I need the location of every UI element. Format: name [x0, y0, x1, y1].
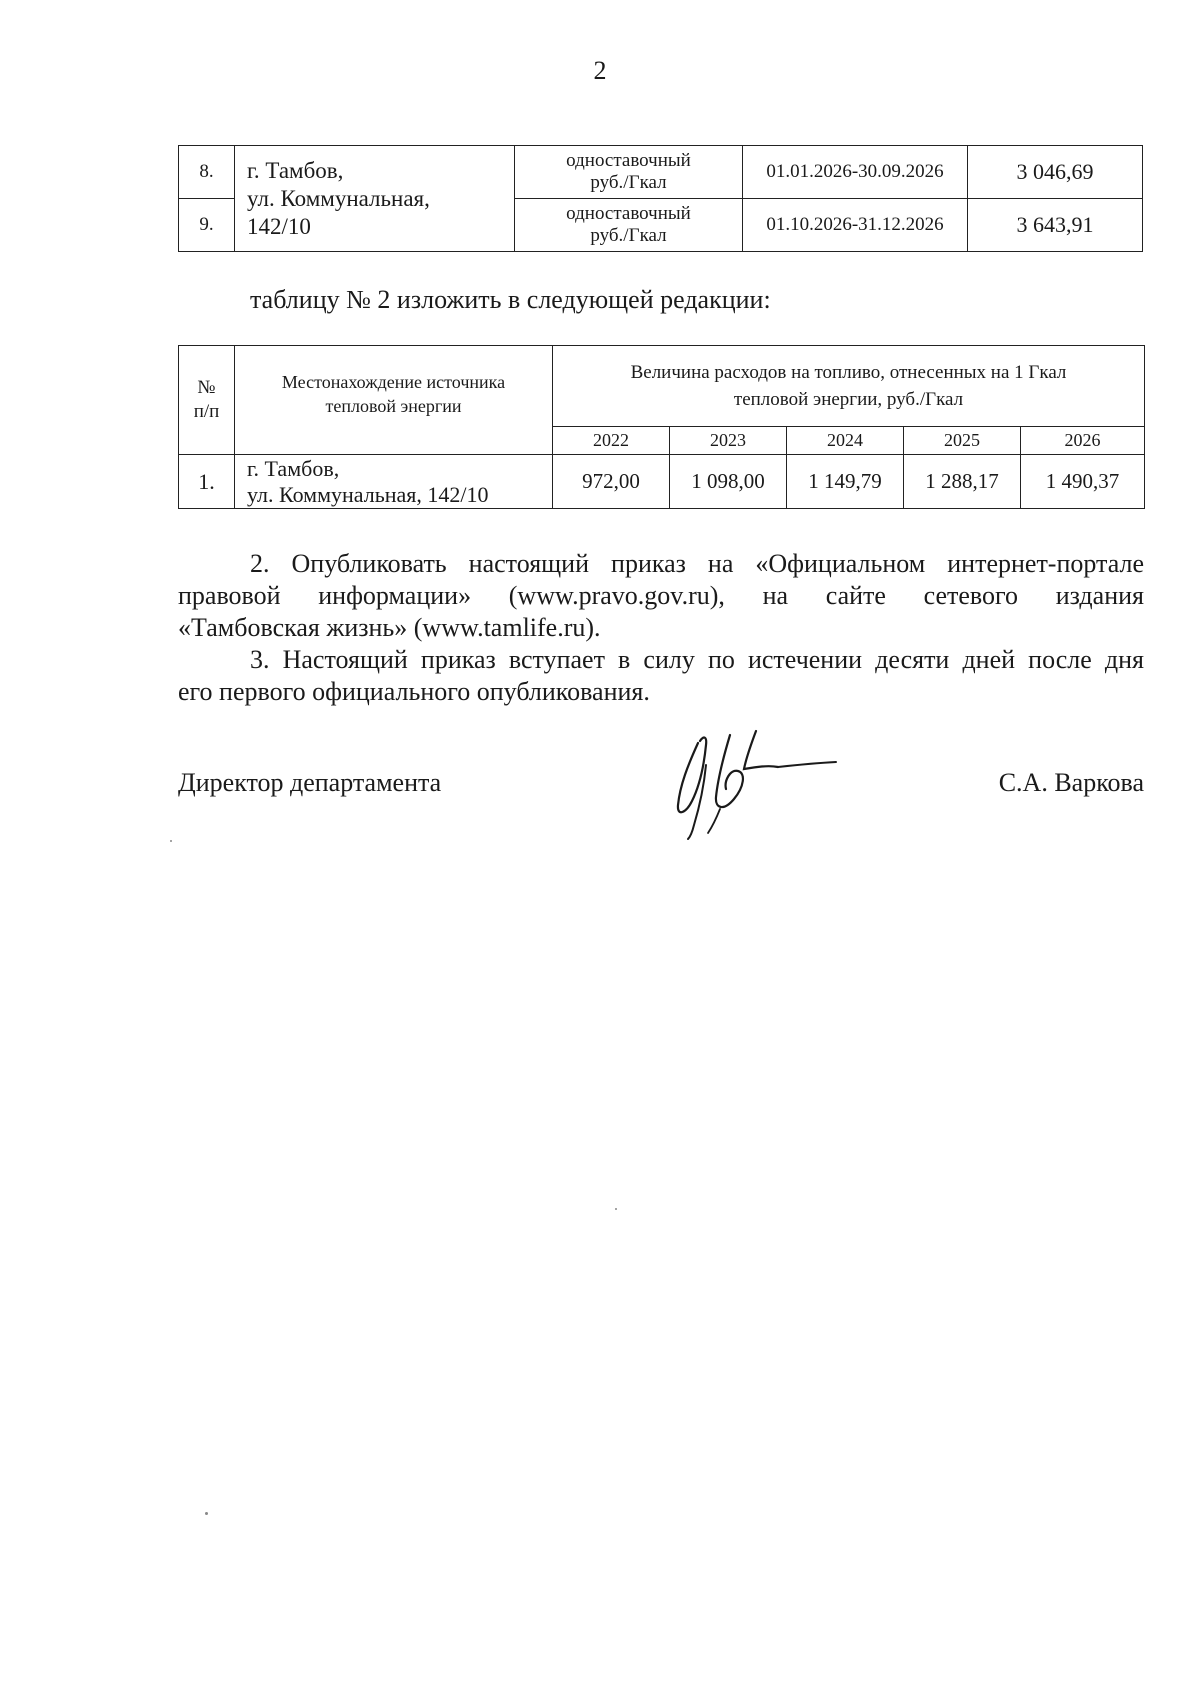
- row-number: 9.: [179, 199, 235, 252]
- year-header: 2026: [1021, 427, 1145, 455]
- tariff-type: одноставочный: [566, 150, 691, 171]
- tariff-table: [178, 145, 1143, 252]
- period-cell: 01.01.2026-30.09.2026: [743, 146, 968, 199]
- scan-speck: [615, 1208, 617, 1210]
- year-header: 2022: [553, 427, 670, 455]
- header-number-sign: №: [197, 377, 216, 398]
- paragraph-publication: [178, 548, 1144, 644]
- table-row: [179, 146, 1143, 199]
- year-header: 2025: [904, 427, 1021, 455]
- paragraph-line: правовой информации» (www.pravo.gov.ru), на сайте сетевого издания: [178, 581, 1144, 610]
- row-number: 1.: [179, 455, 235, 509]
- location-line: г. Тамбов,: [247, 455, 340, 481]
- header-number: [179, 346, 235, 455]
- paragraph-line: 2. Опубликовать настоящий приказ на «Официальном интернет-портале: [250, 549, 1144, 578]
- header-location-line: Местонахождение источника: [281, 372, 506, 392]
- table-intro-text: таблицу № 2 изложить в следующей редакции:: [250, 285, 771, 314]
- location-cell: [235, 455, 553, 509]
- tariff-unit: руб./Гкал: [590, 225, 667, 246]
- tariff-type: одноставочный: [566, 203, 691, 224]
- header-location: [235, 346, 553, 455]
- signatory-role: Директор департамента: [178, 768, 442, 797]
- value-cell: 1 098,00: [670, 455, 787, 509]
- paragraph-line: 3. Настоящий приказ вступает в силу по истечении десяти дней после дня: [250, 645, 1144, 674]
- fuel-cost-table: [178, 345, 1145, 509]
- header-row: [179, 346, 1145, 427]
- scan-speck: [170, 840, 172, 842]
- paragraph-effective-date: [178, 644, 1144, 708]
- year-header: 2024: [787, 427, 904, 455]
- header-value-line: тепловой энергии, руб./Гкал: [733, 389, 964, 410]
- tariff-type-cell: [515, 146, 743, 199]
- value-cell: 3 643,91: [968, 199, 1143, 252]
- header-number-abbr: п/п: [193, 401, 220, 422]
- header-values: [553, 346, 1145, 427]
- tariff-type-cell: [515, 199, 743, 252]
- paragraph-line: его первого официального опубликования.: [178, 677, 650, 706]
- location-cell: [235, 146, 515, 252]
- location-line: ул. Коммунальная, 142/10: [247, 481, 489, 507]
- location-line: г. Тамбов,: [247, 157, 344, 183]
- value-cell: 1 288,17: [904, 455, 1021, 509]
- location-line: 142/10: [247, 213, 311, 239]
- header-location-line: тепловой энергии: [325, 396, 462, 416]
- tariff-unit: руб./Гкал: [590, 172, 667, 193]
- value-cell: 972,00: [553, 455, 670, 509]
- table-row: [179, 455, 1145, 509]
- handwritten-signature: [660, 725, 860, 845]
- row-number: 8.: [179, 146, 235, 199]
- value-cell: 1 149,79: [787, 455, 904, 509]
- value-cell: 3 046,69: [968, 146, 1143, 199]
- header-value-line: Величина расходов на топливо, отнесенных на 1 Гкал: [630, 362, 1067, 383]
- signatory-name: С.А. Варкова: [998, 768, 1144, 797]
- paragraph-line: «Тамбовская жизнь» (www.tamlife.ru).: [178, 613, 601, 642]
- page-number: 2: [593, 56, 607, 85]
- scan-speck: [205, 1512, 208, 1515]
- period-cell: 01.10.2026-31.12.2026: [743, 199, 968, 252]
- location-line: ул. Коммунальная,: [247, 185, 430, 211]
- year-header: 2023: [670, 427, 787, 455]
- value-cell: 1 490,37: [1021, 455, 1145, 509]
